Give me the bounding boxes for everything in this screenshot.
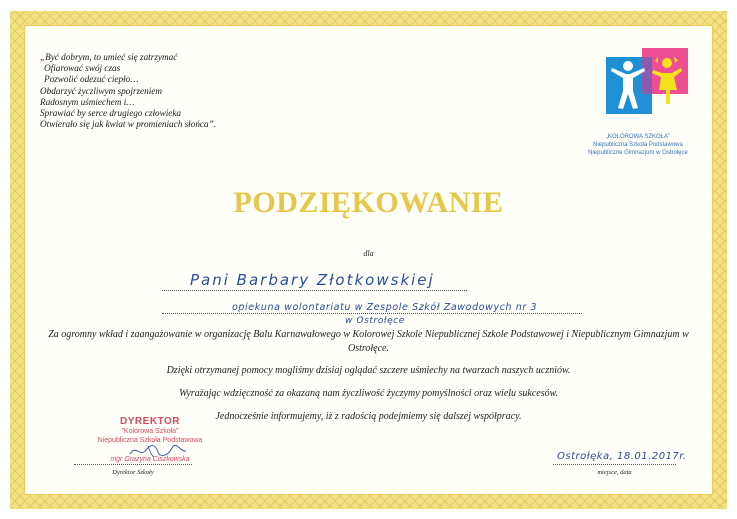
role-city: w Ostrołęce	[345, 316, 405, 326]
poem-line: Obdarzyć życzliwym spojrzeniem	[40, 85, 162, 96]
director-caption: Dyrektor Szkoły	[112, 469, 154, 476]
school-line: Niepubliczna Szkoła Podstawowa	[593, 142, 683, 149]
poem-line: Otwierało się jak kwiat w promieniach słońca”.	[40, 119, 216, 130]
stamp-line: "Kolorowa Szkoła"	[121, 428, 179, 435]
school-info	[560, 133, 716, 158]
poem-line: Ofiarować swój czas	[44, 63, 121, 74]
date-caption: miejsce, data	[597, 469, 632, 476]
stamp-name: mgr Grażyna Ciszkowska	[110, 456, 190, 463]
stamp-title: DYREKTOR	[120, 416, 180, 427]
poem-line: Radosnym uśmiechem i…	[40, 96, 135, 107]
stamp-line: Niepubliczna Szkoła Podstawowa	[97, 436, 203, 444]
body-paragraph: Wyrażając wdzięczność za okazaną nam życzliwość życzymy pomyślności oraz wielu sukcesów.	[178, 388, 559, 399]
body-paragraph: Za ogromny wkład i zaangażowanie w organizację Balu Karnawałowego w Kolorowej Szkole Niepublicznej Szkole Podstawowej i Niepublicznym Gimnazjum w Ostrołęce.	[48, 329, 689, 354]
place-date: Ostrołęka, 18.01.2017r.	[557, 451, 687, 462]
poem-line: „Być dobrym, to umieć się zatrzymać	[40, 52, 178, 62]
for-label: dla	[363, 249, 374, 258]
date-line	[553, 464, 676, 465]
body-paragraph: Jednocześnie informujemy, iż z radością podejmiemy się dalszej współpracy.	[215, 411, 522, 422]
certificate-title: PODZIĘKOWANIE	[233, 186, 504, 219]
poem-line: Pozwolić odezuć ciepło…	[44, 74, 139, 85]
role-text: opiekuna wolontariatu w Zespole Szkół Zawodowych nr 3	[232, 302, 538, 313]
director-signature	[128, 442, 188, 460]
recipient-line	[162, 290, 467, 291]
poem-line: Sprawiać by serce drugiego człowieka	[40, 108, 182, 119]
body-paragraph: Dzięki otrzymanej pomocy mogliśmy dzisiaj oglądać szczere uśmiechy na twarzach naszych uczniów.	[166, 365, 571, 376]
poem	[40, 52, 270, 130]
signature-line	[74, 464, 192, 465]
recipient-name: Pani Barbary Złotkowskiej	[190, 271, 435, 289]
school-name: „KOLOROWA SZKOŁA”	[605, 134, 671, 140]
role-line	[162, 313, 582, 314]
school-line: Niepubliczne Gimnazjum w Ostrołęce	[588, 150, 688, 157]
school-logo	[606, 48, 688, 114]
